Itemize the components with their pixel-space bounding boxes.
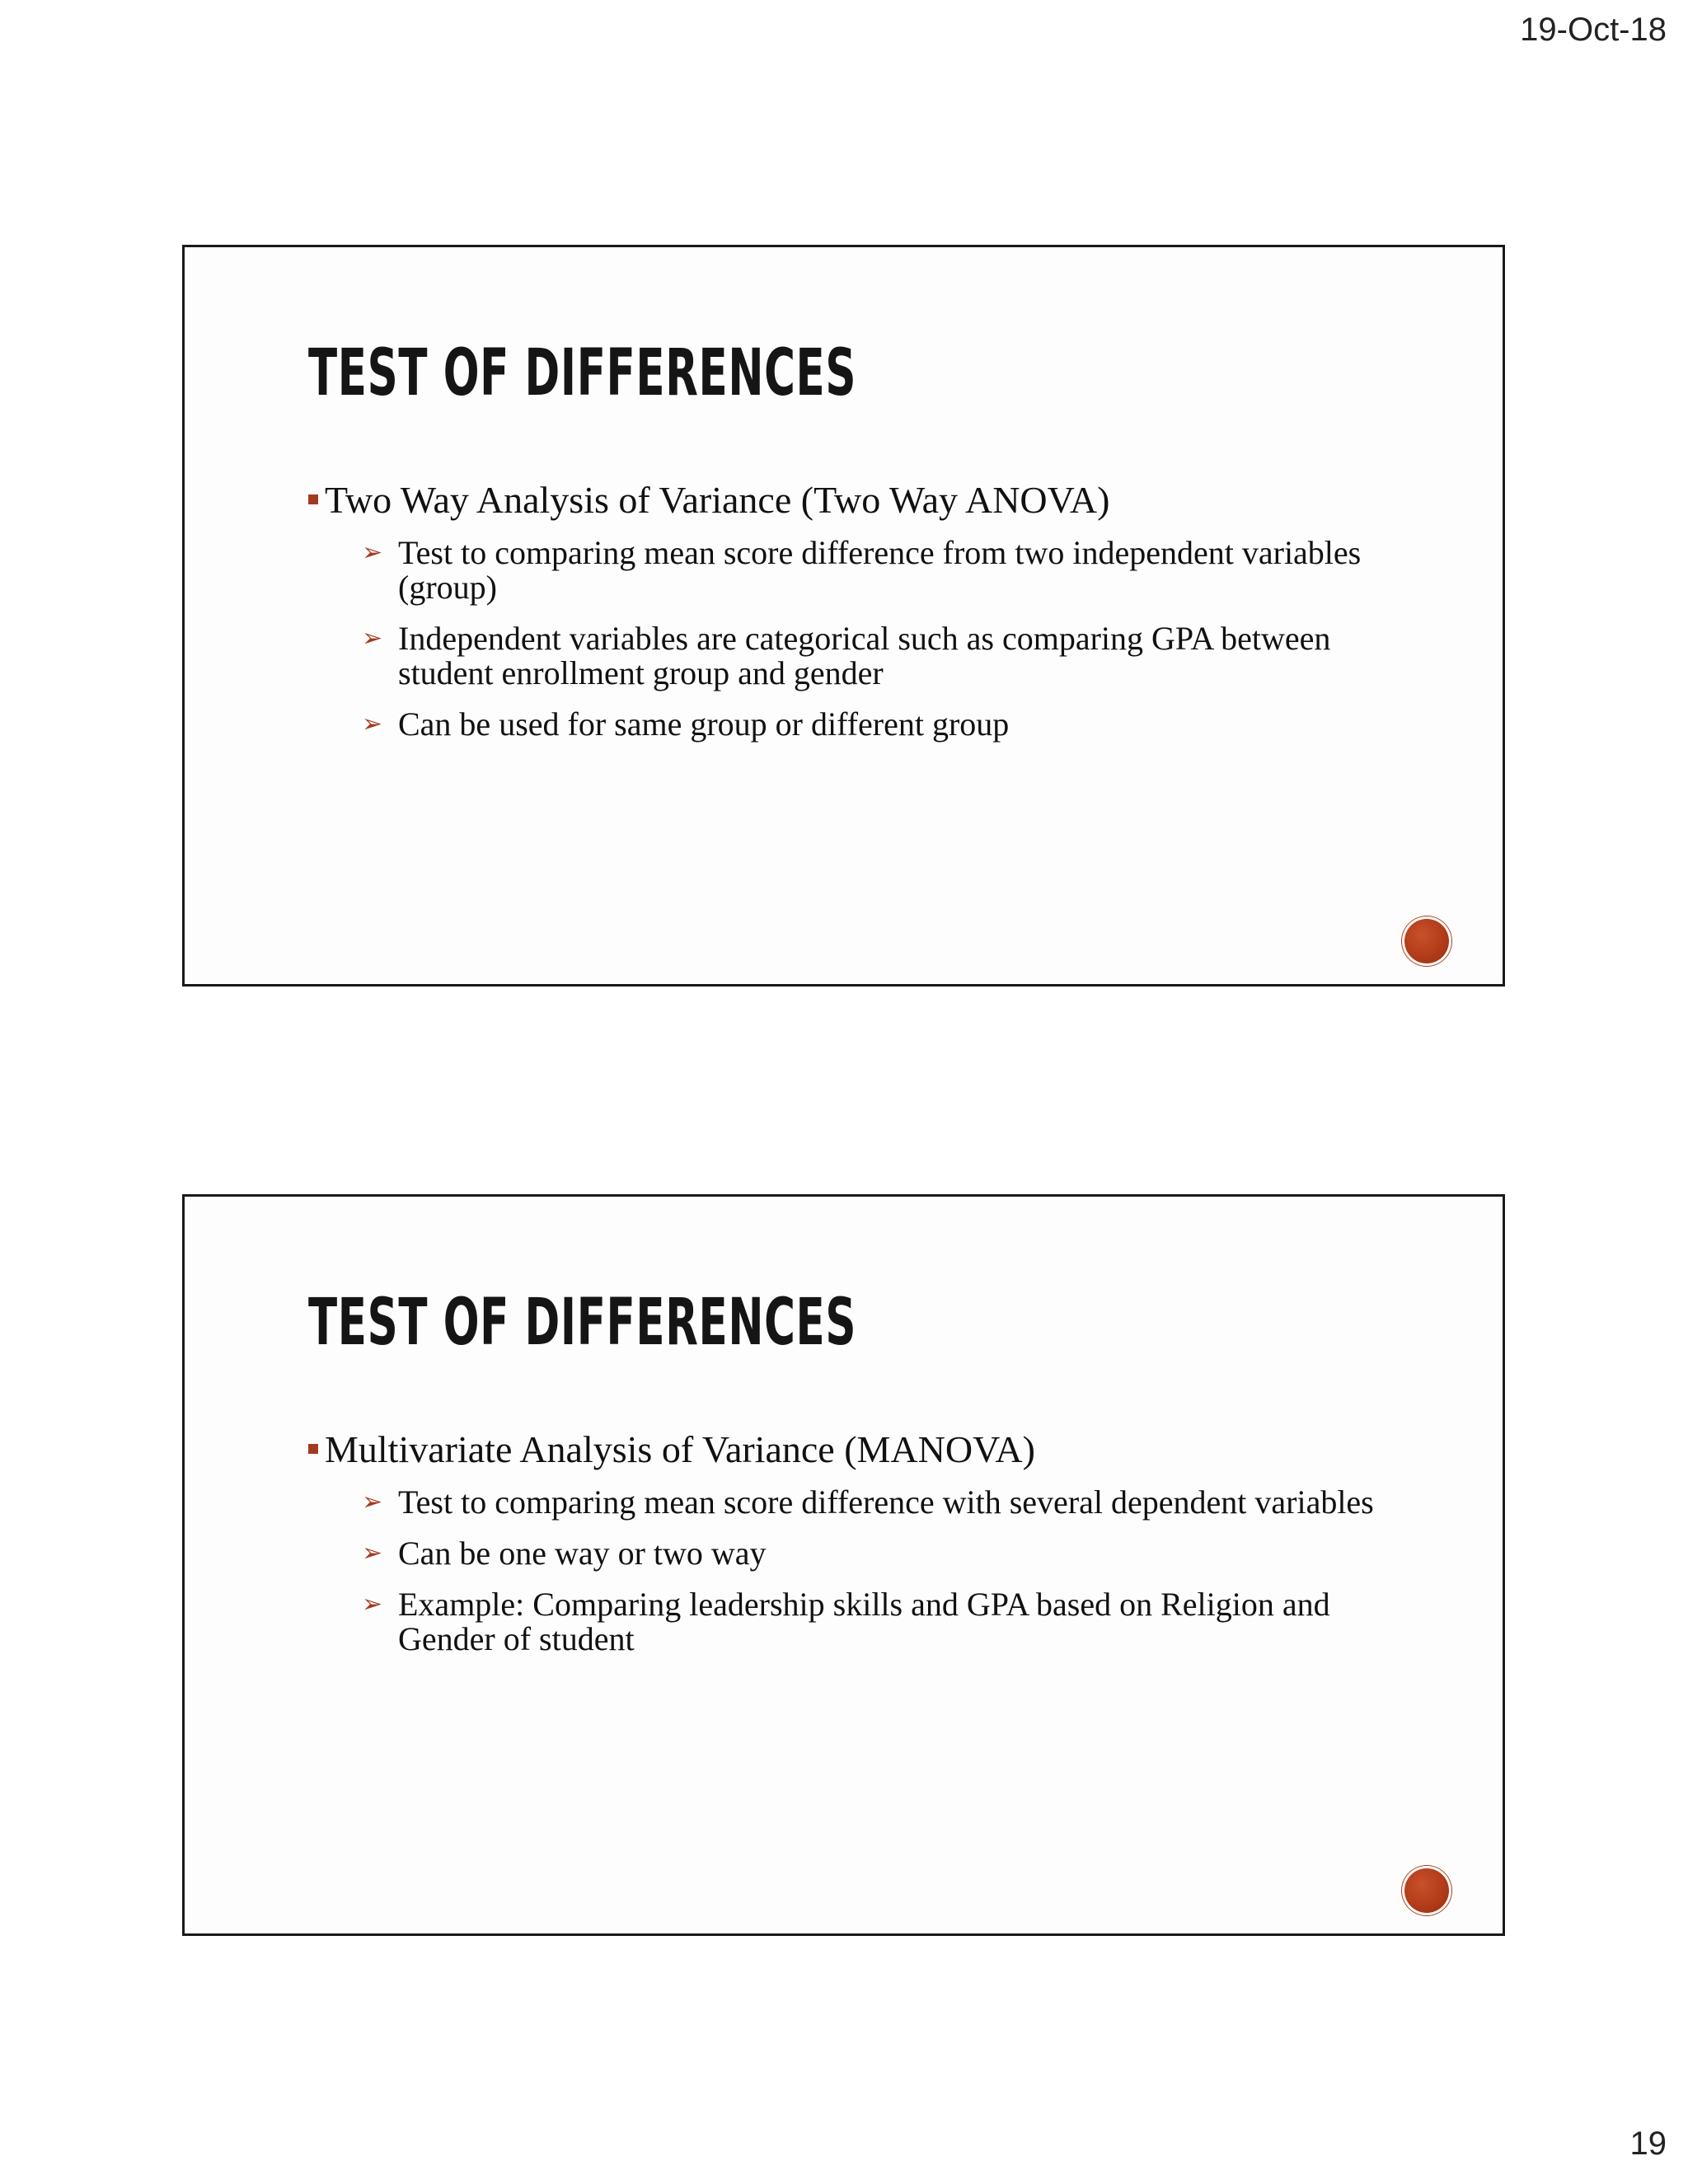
main-bullet-text: Multivariate Analysis of Variance (MANOVA) — [325, 1428, 1035, 1470]
arrowhead-bullet-icon: ➢ — [362, 1590, 383, 1619]
sub-bullet-text: Independent variables are categorical such as comparing GPA between student enrollment group and gender — [398, 620, 1331, 691]
sub-bullet-list — [308, 536, 1379, 742]
arrowhead-bullet-icon: ➢ — [362, 710, 383, 738]
sub-bullet — [362, 707, 1379, 742]
square-bullet-icon — [308, 494, 318, 504]
sub-bullet-list — [308, 1485, 1379, 1657]
page-number: 19 — [1629, 2125, 1667, 2162]
sub-bullet-text: Can be used for same group or different group — [398, 705, 1010, 743]
arrowhead-bullet-icon: ➢ — [362, 538, 383, 567]
sub-bullet-text: Example: Comparing leadership skills and GPA based on Religion and Gender of student — [398, 1586, 1330, 1657]
sub-bullet-text: Can be one way or two way — [398, 1535, 767, 1572]
sub-bullet — [362, 621, 1379, 691]
red-circle-emblem-icon — [1402, 1866, 1451, 1915]
slide-2 — [182, 1194, 1505, 1936]
main-bullet — [308, 1427, 1379, 1472]
arrowhead-bullet-icon: ➢ — [362, 1539, 383, 1568]
page-date: 19-Oct-18 — [1520, 12, 1667, 48]
sub-bullet-text: Test to comparing mean score difference from two independent variables (group) — [398, 534, 1362, 606]
slide-body — [308, 478, 1379, 758]
arrowhead-bullet-icon: ➢ — [362, 1488, 383, 1516]
square-bullet-icon — [308, 1444, 318, 1454]
red-circle-emblem-icon — [1402, 916, 1451, 966]
sub-bullet — [362, 1587, 1379, 1657]
sub-bullet — [362, 1485, 1379, 1520]
sub-bullet — [362, 1536, 1379, 1571]
slide-1 — [182, 245, 1505, 987]
slide-body — [308, 1427, 1379, 1673]
main-bullet — [308, 478, 1379, 523]
arrowhead-bullet-icon: ➢ — [362, 624, 383, 653]
sub-bullet — [362, 536, 1379, 605]
slide-title: TEST OF DIFFERENCES — [308, 336, 857, 410]
main-bullet-text: Two Way Analysis of Variance (Two Way ANOVA) — [325, 479, 1110, 521]
slide-title: TEST OF DIFFERENCES — [308, 1286, 857, 1360]
sub-bullet-text: Test to comparing mean score difference with several dependent variables — [398, 1483, 1374, 1521]
